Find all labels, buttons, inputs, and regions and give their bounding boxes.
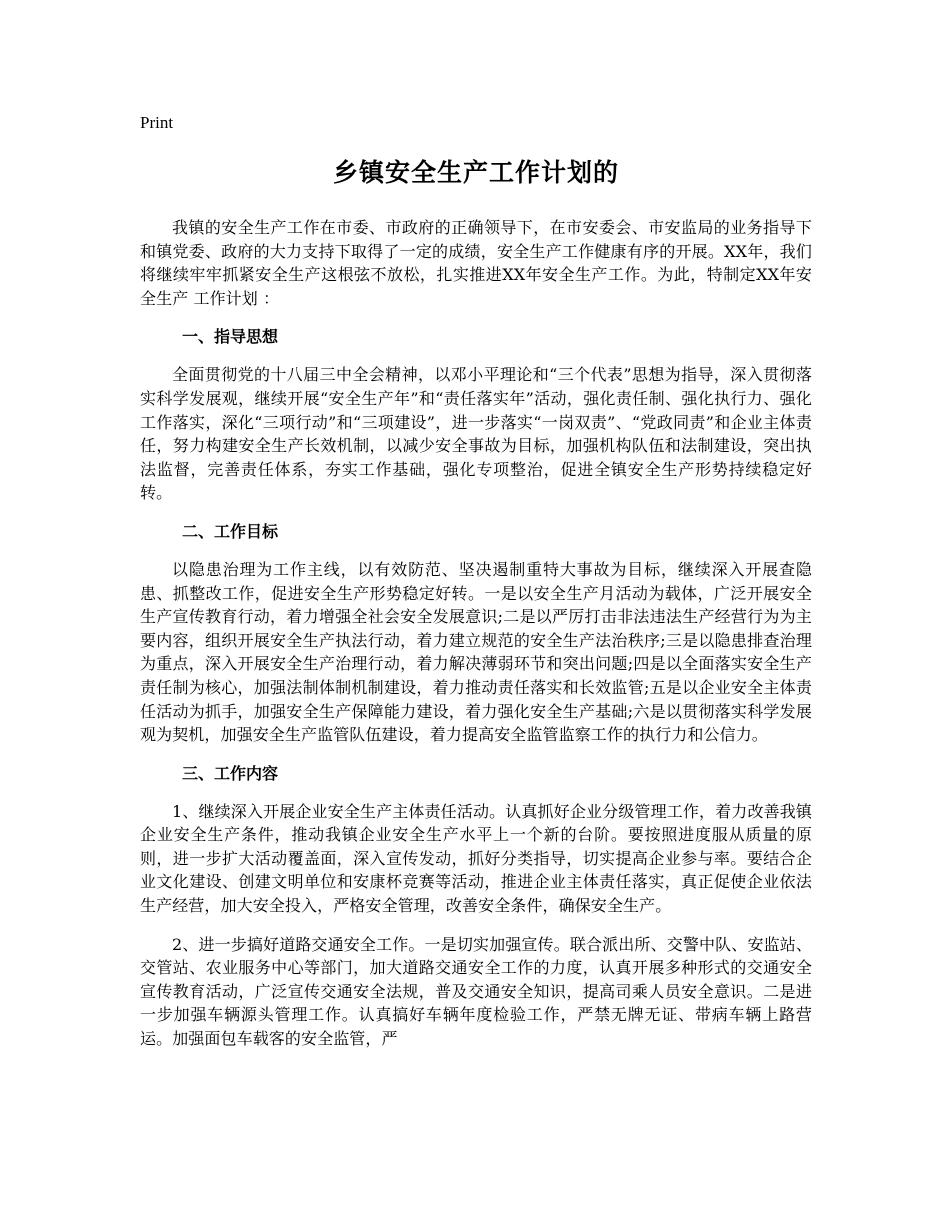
guiding-ideology-paragraph: 全面贯彻党的十八届三中全会精神，以邓小平理论和“三个代表”思想为指导，深入贯彻落实科学发展观，继续开展“安全生产年”和“责任落实年”活动，强化责任制、强化执行力、强化工作落实，深化“三项行动”和“三项建设”，进一步落实“一岗双责”、“党政同责”和企业主体责任，努力构建安全生产长效机制，以减少安全事故为目标，加强机构队伍和法制建设，突出执法监督，完善责任体系，夯实工作基础，强化专项整治，促进全镇安全生产形势持续稳定好转。: [140, 365, 812, 503]
section-heading-work-content: 三、工作内容: [182, 763, 279, 783]
document-page: [140, 110, 812, 1066]
intro-paragraph: 我镇的安全生产工作在市委、市政府的正确领导下，在市安委会、市安监局的业务指导下和镇党委、政府的大力支持下取得了一定的成绩，安全生产工作健康有序的开展。XX年，我们将继续牢牢抓紧安全生产这根弦不放松，扎实推进XX年安全生产工作。为此，特制定XX年安全生产 工作计划 ：: [140, 218, 812, 308]
document-title: 乡镇安全生产工作计划的: [332, 158, 619, 187]
section-heading-work-goals: 二、工作目标: [182, 521, 279, 541]
work-goals-paragraph: 以隐患治理为工作主线，以有效防范、坚决遏制重特大事故为目标，继续深入开展查隐患、抓整改工作，促进安全生产形势稳定好转。一是以安全生产月活动为载体，广泛开展安全生产宣传教育行动，着力增强全社会安全发展意识;二是以严厉打击非法违法生产经营行为为主要内容，组织开展安全生产执法行动，着力建立规范的安全生产法治秩序;三是以隐患排查治理为重点，深入开展安全生产治理行动，着力解决薄弱环节和突出问题;四是以全面落实安全生产责任制为核心，加强法制体制机制建设，着力推动责任落实和长效监管;五是以企业安全主体责任活动为抓手，加强安全生产保障能力建设，着力强化安全生产基础;六是以贯彻落实科学发展观为契机，加强安全生产监管队伍建设，着力提高安全监管监察工作的执行力和公信力。: [140, 559, 812, 745]
work-content-item-2: 2、进一步搞好道路交通安全工作。一是切实加强宣传。联合派出所、交警中队、安监站、交管站、农业服务中心等部门，加大道路交通安全工作的力度，认真开展多种形式的交通安全宣传教育活动，广泛宣传交通安全法规，普及交通安全知识，提高司乘人员安全意识。二是进一步加强车辆源头管理工作。认真搞好车辆年度检验工作，严禁无牌无证、带病车辆上路营运。加强面包车载客的安全监管，严: [140, 934, 812, 1049]
section-heading-guiding-ideology: 一、指导思想: [182, 327, 279, 347]
print-label: Print: [140, 113, 174, 132]
work-content-item-1: 1、继续深入开展企业安全生产主体责任活动。认真抓好企业分级管理工作，着力改善我镇企业安全生产条件，推动我镇企业安全生产水平上一个新的台阶。要按照进度服从质量的原则，进一步扩大活动覆盖面，深入宣传发动，抓好分类指导，切实提高企业参与率。要结合企业文化建设、创建文明单位和安康杯竞赛等活动，推进企业主体责任落实，真正促使企业依法生产经营，加大安全投入，严格安全管理，改善安全条件，确保安全生产。: [140, 801, 812, 916]
